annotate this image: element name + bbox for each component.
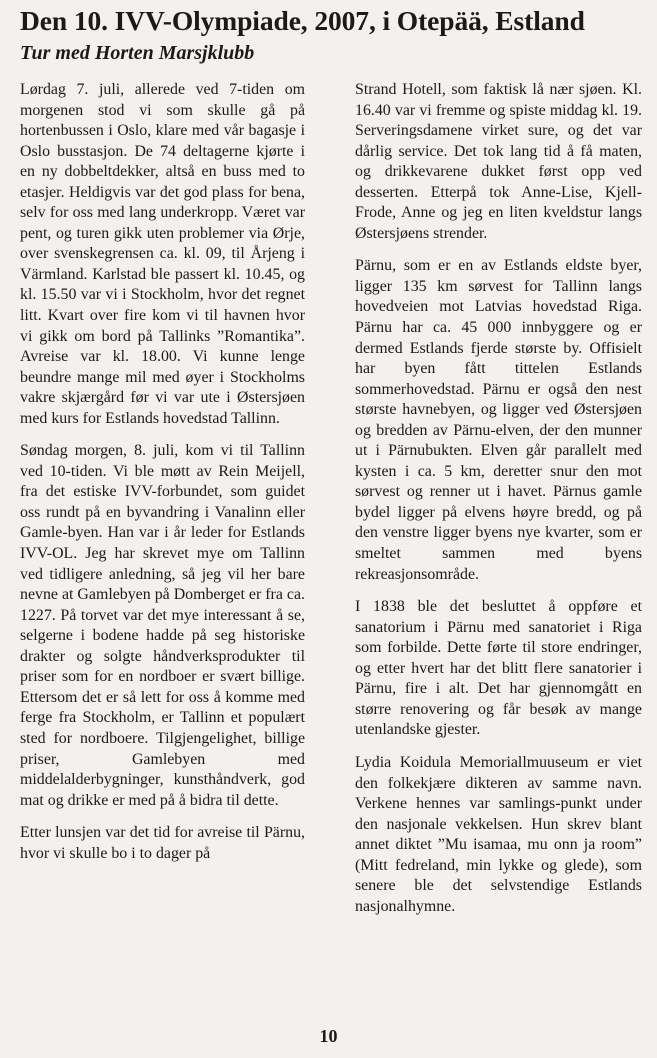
article-subtitle: Tur med Horten Marsjklubb — [20, 42, 255, 64]
paragraph: Pärnu, som er en av Estlands eldste byer, ligger 135 km sørvest for Tallinn langs hovedveien mot Latvias hovedstad Riga. Pärnu har ca. 45 000 innbyggere og er dermed Estlands fjerde største by. Offisielt har byen fått tittelen Estlands sommerhovedstad. Pärnu er også den nest største havnebyen, og ligger ved Østersjøen og bredden av Pärnu-elven, der den munner ut i Pärnubukten. Elven går parallelt med kysten i ca. 5 km, deretter snur den mot sørvest og renner ut i havet. Pärnus gamle bydel ligger på elvens høyre bredd, og på den venstre ligger byens nye kvarter, som er smeltet sammen med byens rekreasjonsområde. — [355, 257, 642, 583]
paragraph: Strand Hotell, som faktisk lå nær sjøen. Kl. 16.40 var vi fremme og spiste middag kl. 19. Serveringsdamene virket sure, og det var dårlig service. Det tok lang tid å få maten, og drikkevarene dukket først opp ved desserten. Etterpå tok Anne-Lise, Kjell-Frode, Anne og jeg en liten kveldstur langs Østersjøens strender. — [355, 81, 642, 242]
paragraph: Etter lunsjen var det tid for avreise til Pärnu, hvor vi skulle bo i to dager på — [20, 824, 305, 862]
right-column — [355, 80, 642, 917]
paragraph: Lørdag 7. juli, allerede ved 7-tiden om morgenen stod vi som skulle gå på hortenbussen i Oslo, klare med vår bagasje i Oslo busstasjon. De 74 deltagerne kjørte i en ny dobbeltdekker, altså en buss med to etasjer. Heldigvis var det god plass for bena, selv for oss med lang underkropp. Været var pent, og turen gikk uten problemer via Ørje, over svenskegrensen ca. kl. 09, til Årjeng i Värmland. Karlstad ble passert kl. 10.45, og kl. 15.50 var vi i Stockholm, hvor det regnet litt. Kvart over fire kom vi til havnen hvor vi gikk om bord på Tallinks ”Romantika”. Avreise var kl. 18.00. Vi kunne lenge beundre mange mil med øyer i Stockholms vakre skjærgård før vi var ute i Østersjøen med kurs for Estlands hovedstad Tallinn. — [20, 81, 305, 427]
page-number: 10 — [319, 1026, 338, 1046]
article-title: Den 10. IVV-Olympiade, 2007, i Otepää, Estland — [20, 5, 585, 36]
paragraph: I 1838 ble det besluttet å oppføre et sanatorium i Pärnu med sanatoriet i Riga som forbilde. Dette førte til store endringer, og etter hvert har det blitt flere sanatorier i Pärnu, fire i alt. Det har gjennomgått en større renovering og får besøk av mange utenlandske gjester. — [355, 598, 642, 739]
left-column — [20, 80, 305, 864]
paragraph: Lydia Koidula Memoriallmuuseum er viet den folkekjære dikteren av samme navn. Verkene hennes var samlings-punkt under den nasjonale vekkelsen. Hun skrev blant annet diktet ”Mu isamaa, mu onn ja room” (Mitt fedreland, min lykke og glede), som senere ble det selvstendige Estlands nasjonalhymne. — [355, 753, 642, 915]
paragraph: Søndag morgen, 8. juli, kom vi til Tallinn ved 10-tiden. Vi ble møtt av Rein Meijell, fra det estiske IVV-forbundet, som guidet oss rundt på en byvandring i Vanalinn eller Gamle-byen. Han var i år leder for Estlands IVV-OL. Jeg har skrevet mye om Tallinn ved tidligere anledning, så jeg vil her bare nevne at Gamlebyen på Domberget er fra ca. 1227. På torvet var det mye interessant å se, selgerne i bodene hadde på seg historiske drakter og solgte håndverksprodukter til priser som for en nordboer er svært billige. Ettersom det er så lett for oss å komme med ferge fra Stockholm, er Tallinn et populært sted for nordboere. Tilgjengelighet, billige priser, Gamlebyen med middelalderbygninger, kunsthåndverk, god mat og drikke er med på å bidra til dette. — [20, 442, 305, 809]
